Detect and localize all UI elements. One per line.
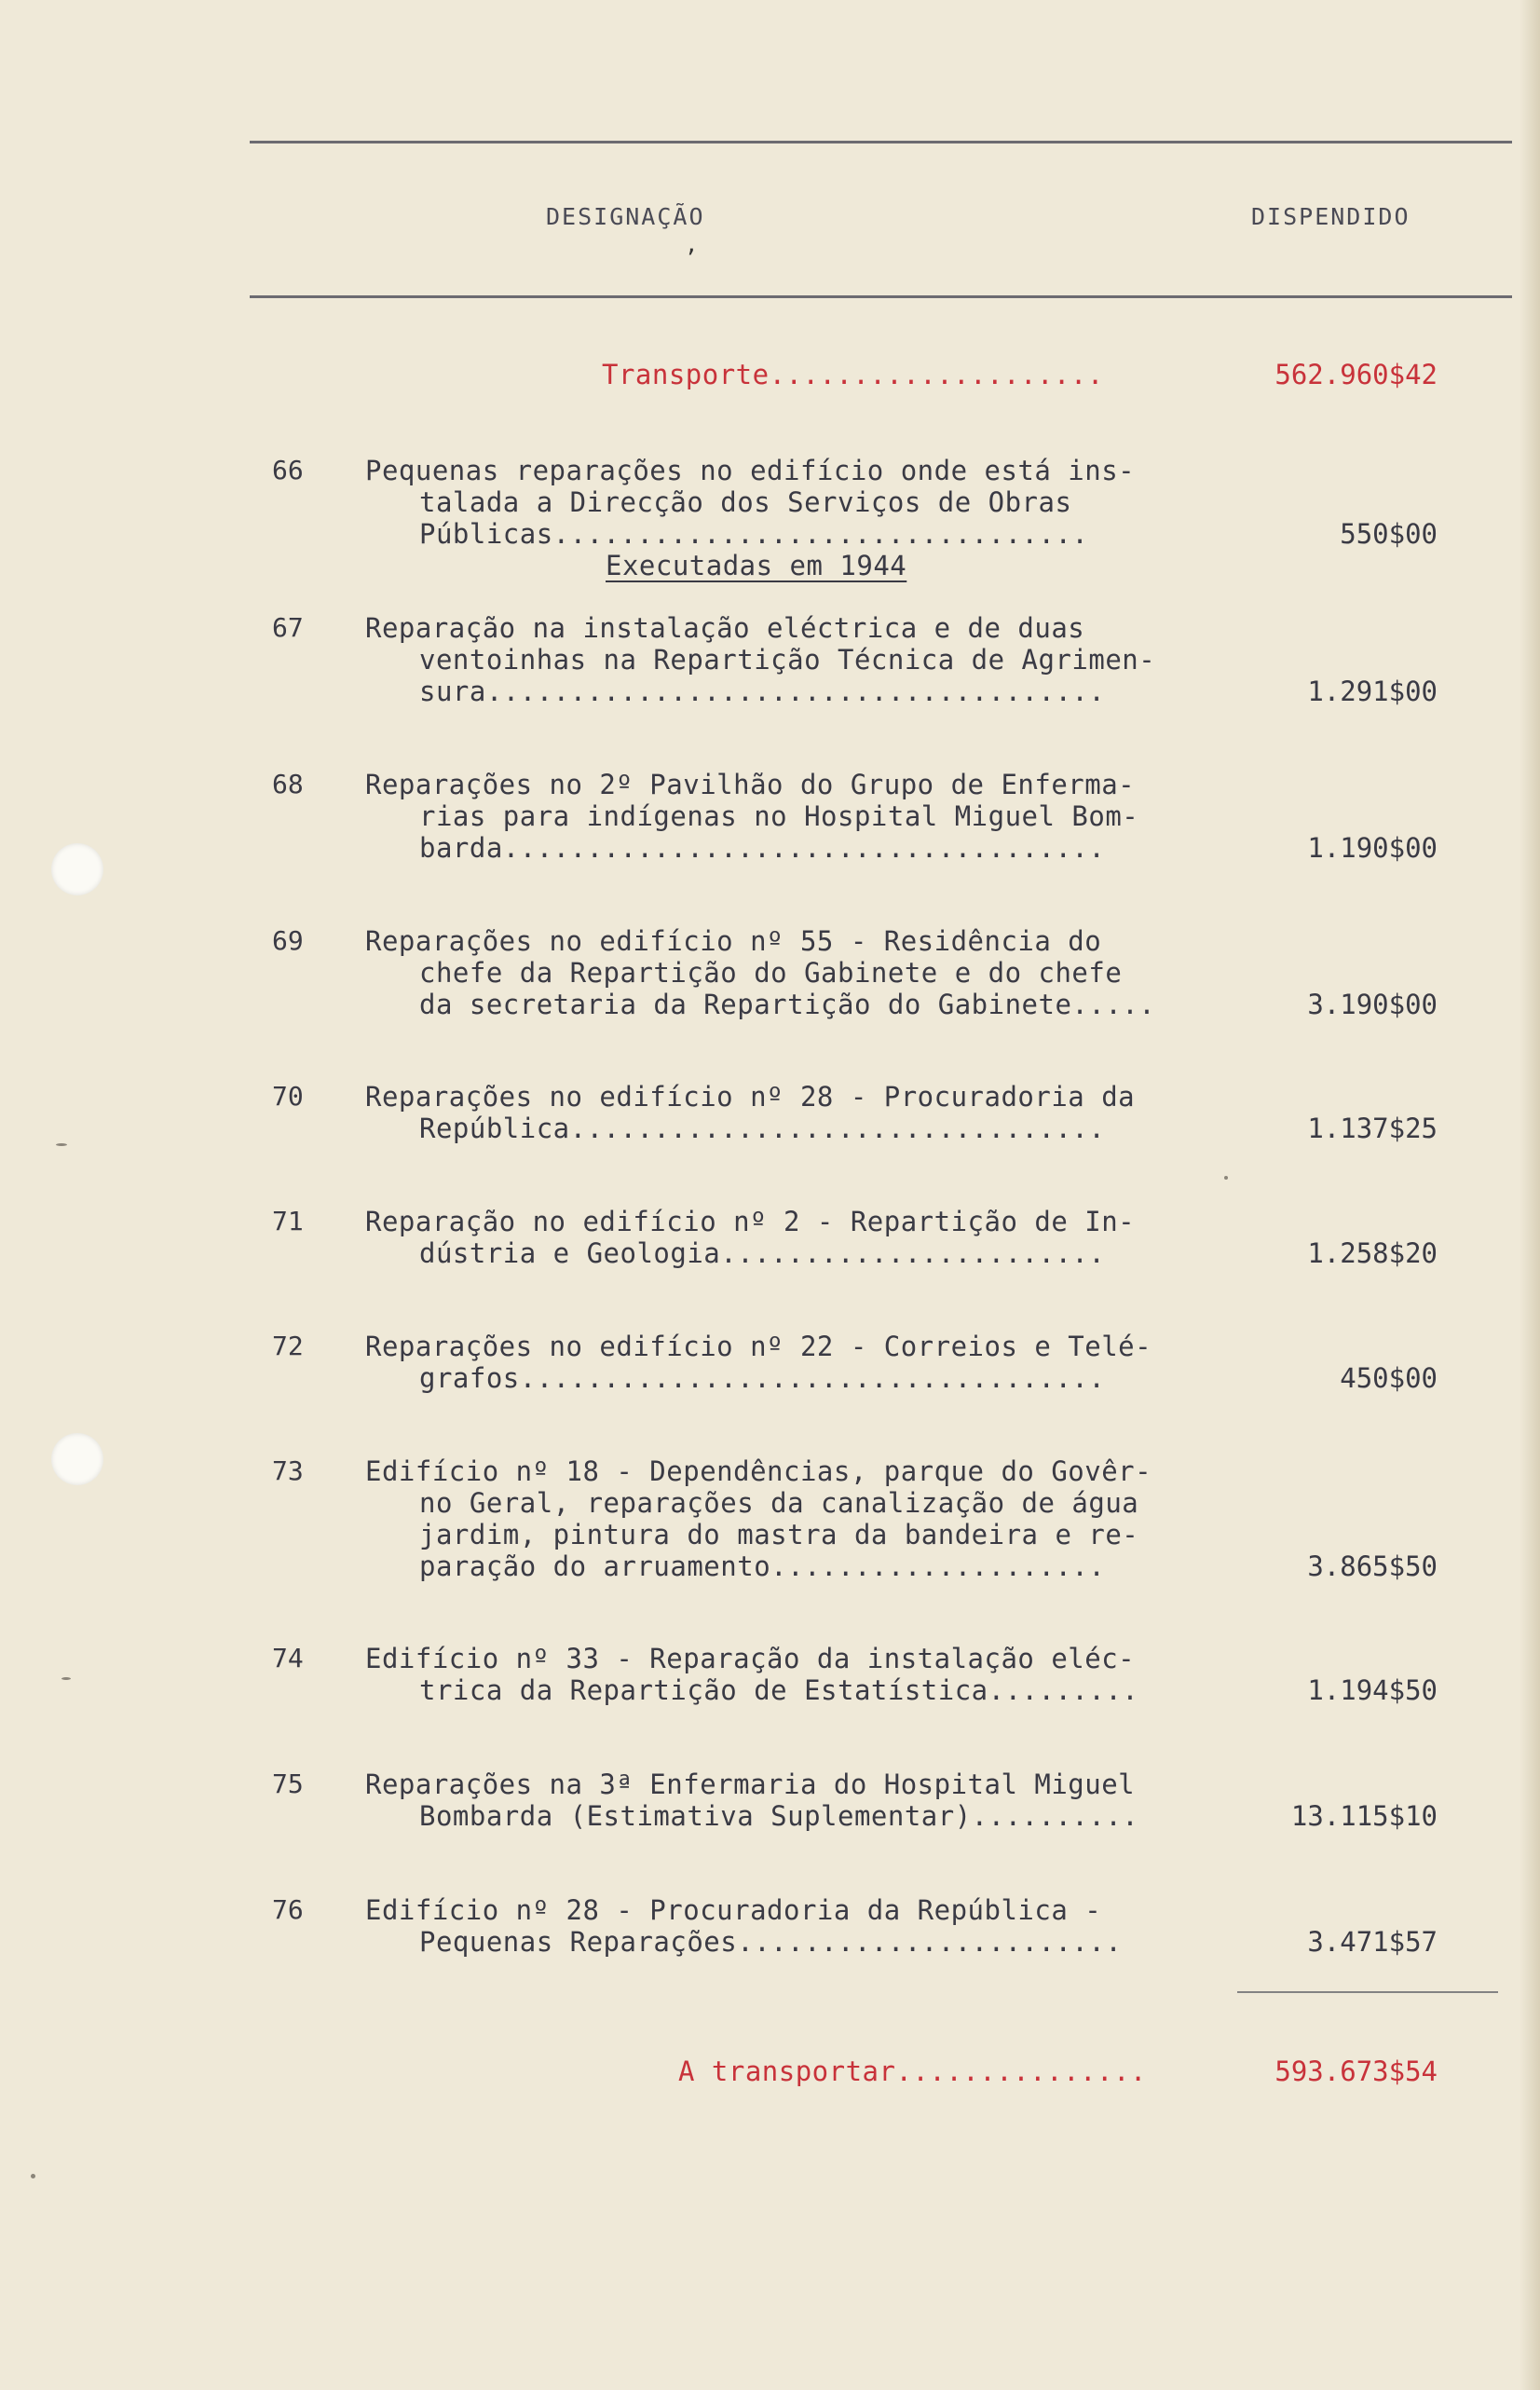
entry-number: 68: [272, 769, 304, 799]
header-mark: ,: [685, 231, 699, 257]
paper-speck: [31, 2174, 35, 2178]
entry-amount: 450$00: [1340, 1362, 1438, 1394]
entry-description-line: Bombarda (Estimativa Suplementar)..........: [419, 1800, 1139, 1832]
entry-description: [365, 1643, 1241, 1706]
entry-description: [365, 1894, 1241, 1958]
entry-description-line: jardim, pintura do mastra da bandeira e re-: [419, 1519, 1139, 1550]
entry-amount: 550$00: [1340, 518, 1438, 550]
entry-description: [365, 455, 1241, 581]
entry-description-line: Pequenas reparações no edifício onde está ins-: [365, 455, 1136, 486]
entry-number: 76: [272, 1894, 304, 1925]
column-header-dispendido: DISPENDIDO: [1251, 203, 1411, 230]
entry-description-line: Reparações no edifício nº 28 - Procuradoria da: [365, 1081, 1136, 1113]
entry-description: [365, 925, 1241, 1020]
punch-hole-top: [51, 843, 103, 895]
entry-note-line: [365, 550, 1241, 581]
entry-number: 67: [272, 612, 304, 643]
entry-amount: 1.291$00: [1307, 676, 1438, 707]
entry-description-line: chefe da Repartição do Gabinete e do chefe: [419, 957, 1123, 989]
entry-number: 74: [272, 1643, 304, 1673]
paper-speck: [1224, 1176, 1228, 1180]
entry-description: [365, 612, 1241, 707]
entry-description-line: Edifício nº 33 - Reparação da instalação eléc-: [365, 1643, 1136, 1674]
entry-description-line: Reparações no edifício nº 22 - Correios e Telé-: [365, 1331, 1152, 1362]
entry-description-line: sura.....................................: [419, 676, 1106, 707]
entry-number: 72: [272, 1331, 304, 1361]
entry-description: [365, 1331, 1241, 1394]
transporte-label: Transporte....................: [602, 359, 1104, 390]
entry-description-line: Reparações na 3ª Enfermaria do Hospital Miguel: [365, 1769, 1136, 1800]
entry-description-line: Reparações no 2º Pavilhão do Grupo de Enferma-: [365, 769, 1136, 800]
entry-description-line: Pequenas Reparações.......................: [419, 1926, 1123, 1958]
entry-description-line: ventoinhas na Repartição Técnica de Agrimen-: [419, 644, 1156, 676]
header-bottom-rule: [250, 295, 1512, 298]
entry-description-line: paração do arruamento....................: [419, 1550, 1106, 1582]
header-top-rule: [250, 141, 1512, 143]
entry-description: [365, 1081, 1241, 1144]
entry-amount: 13.115$10: [1290, 1800, 1438, 1832]
entry-description-line: barda....................................: [419, 832, 1106, 864]
entry-amount: 1.194$50: [1307, 1674, 1438, 1706]
entry-amount: 3.471$57: [1307, 1926, 1438, 1958]
entry-number: 73: [272, 1455, 304, 1486]
entry-number: 66: [272, 455, 304, 485]
total-rule: [1237, 1991, 1498, 1993]
column-header-designacao: DESIGNAÇÃO: [546, 203, 705, 230]
entry-number: 71: [272, 1206, 304, 1236]
entry-description-line: talada a Direcção dos Serviços de Obras: [419, 486, 1072, 518]
entry-description: [365, 1206, 1241, 1269]
entry-number: 69: [272, 925, 304, 956]
a-transportar-label: A transportar...............: [678, 2055, 1147, 2087]
entry-description-line: dústria e Geologia.......................: [419, 1237, 1106, 1269]
entry-description-line: da secretaria da Repartição do Gabinete.....: [419, 989, 1156, 1020]
transporte-amount: 562.960$42: [1274, 359, 1438, 390]
entry-description-line: Reparação na instalação eléctrica e de duas: [365, 612, 1085, 644]
entry-description-line: Edifício nº 28 - Procuradoria da República -: [365, 1894, 1102, 1926]
entry-amount: 3.865$50: [1307, 1550, 1438, 1582]
entry-description: [365, 1455, 1241, 1582]
entry-amount: 3.190$00: [1307, 989, 1438, 1020]
paper-speck: [56, 1143, 67, 1146]
entry-description-line: trica da Repartição de Estatística.........: [419, 1674, 1139, 1706]
entry-amount: 1.190$00: [1307, 832, 1438, 864]
entry-number: 70: [272, 1081, 304, 1112]
entry-description-line: República................................: [419, 1113, 1106, 1144]
entry-description: [365, 769, 1241, 864]
entry-description-line: Edifício nº 18 - Dependências, parque do Govêr-: [365, 1455, 1152, 1487]
entry-number: 75: [272, 1769, 304, 1799]
entry-description-line: no Geral, reparações da canalização de água: [419, 1487, 1139, 1519]
entry-description-line: Reparação no edifício nº 2 - Repartição de In-: [365, 1206, 1136, 1237]
entry-amount: 1.137$25: [1307, 1113, 1438, 1144]
entry-description-line: Reparações no edifício nº 55 - Residência do: [365, 925, 1102, 957]
page-edge: [1520, 0, 1540, 2390]
entry-description-line: rias para indígenas no Hospital Miguel Bom-: [419, 800, 1139, 832]
entry-note: Executadas em 1944: [606, 550, 907, 581]
paper-speck: [61, 1677, 71, 1680]
a-transportar-amount: 593.673$54: [1274, 2055, 1438, 2087]
entry-amount: 1.258$20: [1307, 1237, 1438, 1269]
entry-description-line: Públicas................................: [419, 518, 1089, 550]
punch-hole-bottom: [51, 1433, 103, 1485]
entry-description: [365, 1769, 1241, 1832]
entry-description-line: grafos...................................: [419, 1362, 1106, 1394]
